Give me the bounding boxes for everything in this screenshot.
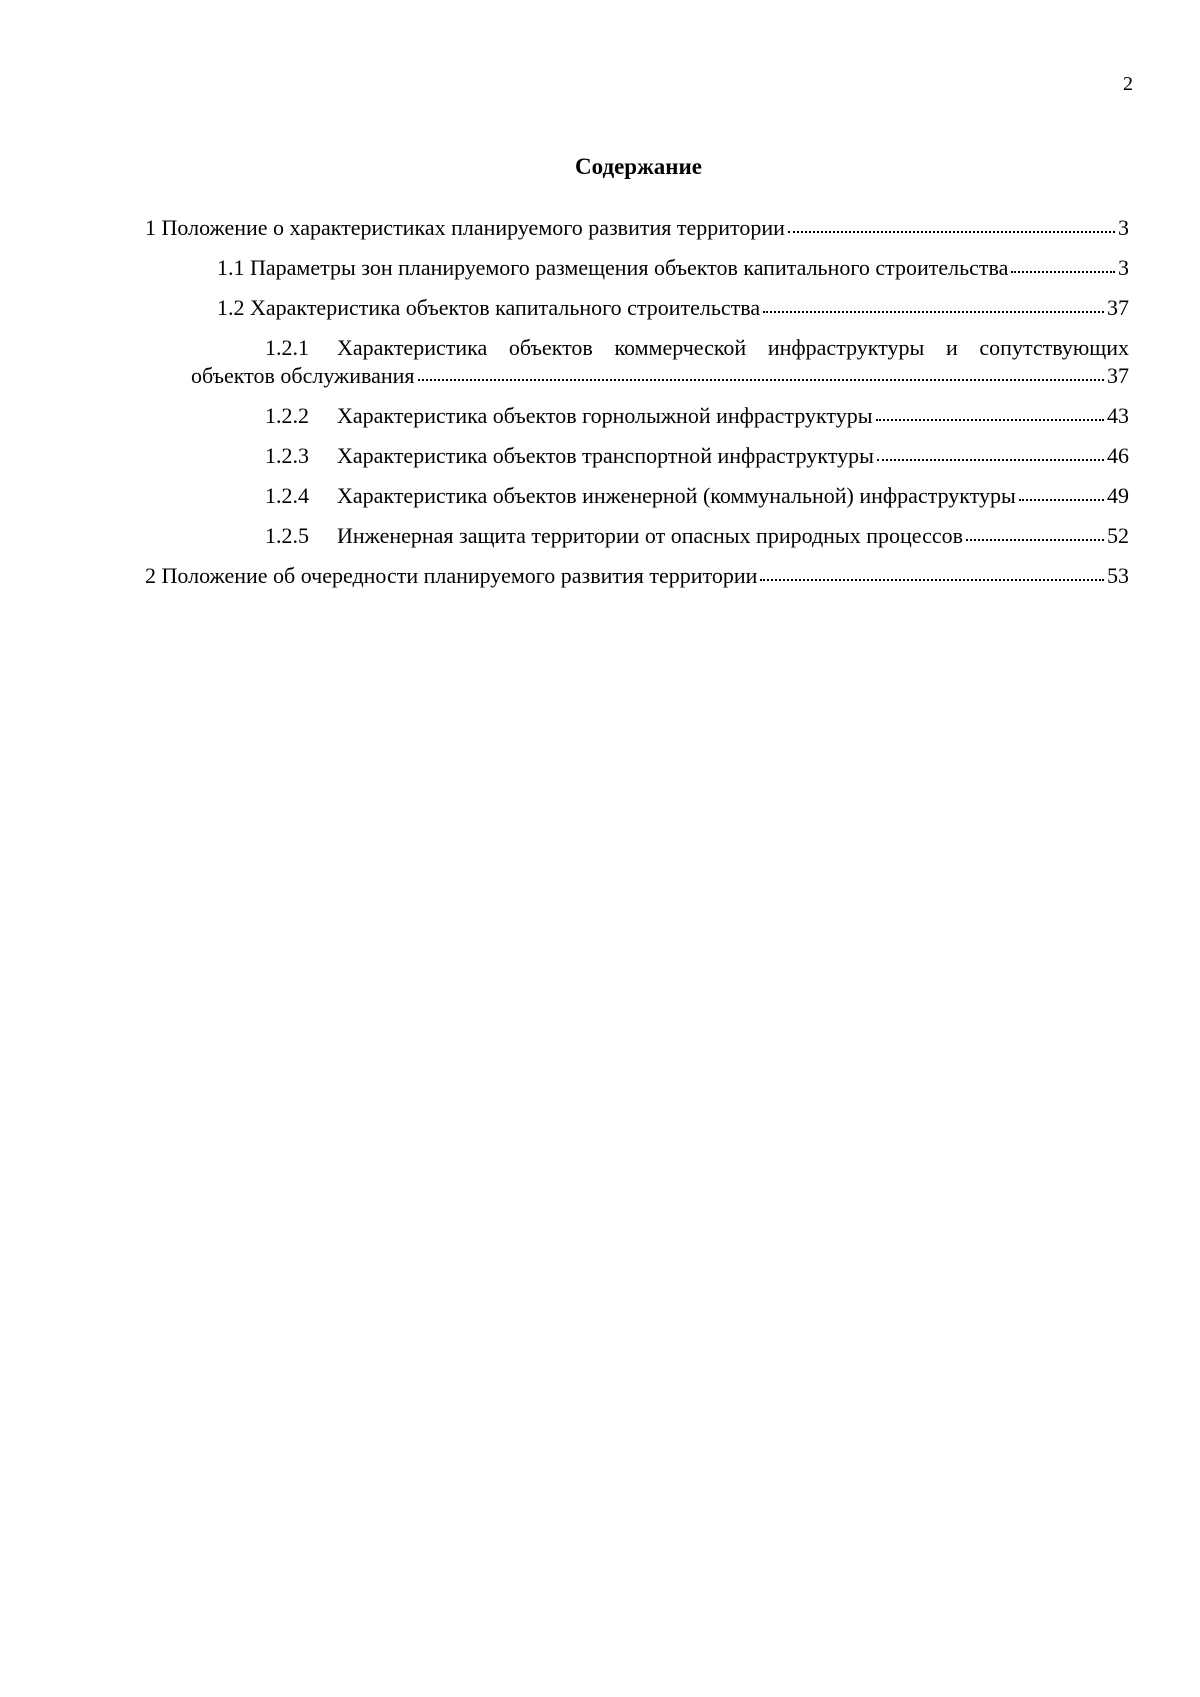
toc-entry-1-2-2[interactable]	[145, 402, 1129, 442]
toc-entry-page: 49	[1107, 483, 1129, 508]
dot-leader	[876, 403, 1104, 423]
toc-entry-page: 46	[1107, 443, 1129, 468]
toc-entry-title: Инженерная защита территории от опасных природных процессов	[337, 523, 963, 548]
toc-title-wrap	[0, 153, 1200, 181]
toc-entry-2[interactable]	[145, 562, 1129, 602]
dot-leader	[788, 215, 1115, 235]
toc-entry-page: 53	[1107, 563, 1129, 588]
toc-entry-1-2-4[interactable]	[145, 482, 1129, 522]
toc-entry-title: Характеристика объектов горнолыжной инфраструктуры	[337, 403, 873, 428]
dot-leader	[877, 443, 1104, 463]
page-number: 2	[1123, 73, 1133, 95]
toc-entry-line	[145, 362, 1129, 390]
toc-entry-page: 43	[1107, 403, 1129, 428]
toc-entry-title: 1.1 Параметры зон планируемого размещения объектов капитального строительства	[217, 255, 1009, 280]
toc-entry-title: Характеристика объектов транспортной инфраструктуры	[337, 443, 874, 468]
dot-leader	[763, 295, 1104, 315]
toc-entry-page: 37	[1107, 295, 1129, 320]
toc-entry-number: 1.2.1	[265, 335, 309, 360]
toc-entry-page: 3	[1118, 255, 1129, 280]
toc-entry-1-2[interactable]	[145, 294, 1129, 334]
toc-entry-line	[145, 334, 1129, 362]
toc-entry-number: 1.2.3	[265, 443, 309, 468]
toc-entry-number: 1.2.4	[265, 483, 309, 508]
table-of-contents	[145, 214, 1129, 602]
toc-entry-page: 37	[1107, 363, 1129, 388]
toc-entry-title-continued: объектов обслуживания	[191, 363, 415, 388]
toc-entry-1-2-3[interactable]	[145, 442, 1129, 482]
toc-entry-title: Характеристика объектов инженерной (коммунальной) инфраструктуры	[337, 483, 1016, 508]
toc-entry-title: 1.2 Характеристика объектов капитального строительства	[217, 295, 761, 320]
toc-entry-title: Характеристика объектов коммерческой инфраструктуры и сопутствующих	[337, 335, 1129, 360]
toc-title: Содержание	[575, 154, 702, 179]
dot-leader	[418, 363, 1104, 383]
toc-entry-number: 1.2.2	[265, 403, 309, 428]
toc-entry-title: 2 Положение об очередности планируемого развития территории	[145, 563, 758, 588]
toc-entry-1-2-1[interactable]	[145, 334, 1129, 402]
dot-leader	[760, 563, 1104, 583]
toc-entry-number: 1.2.5	[265, 523, 309, 548]
dot-leader	[1019, 483, 1104, 503]
toc-entry-page: 3	[1118, 215, 1129, 240]
toc-entry-1-1[interactable]	[145, 254, 1129, 294]
toc-entry-1-2-5[interactable]	[145, 522, 1129, 562]
dot-leader	[1011, 255, 1115, 275]
toc-entry-page: 52	[1107, 523, 1129, 548]
toc-entry-title: 1 Положение о характеристиках планируемого развития территории	[145, 215, 785, 240]
dot-leader	[966, 523, 1104, 543]
toc-entry-1[interactable]	[145, 214, 1129, 254]
